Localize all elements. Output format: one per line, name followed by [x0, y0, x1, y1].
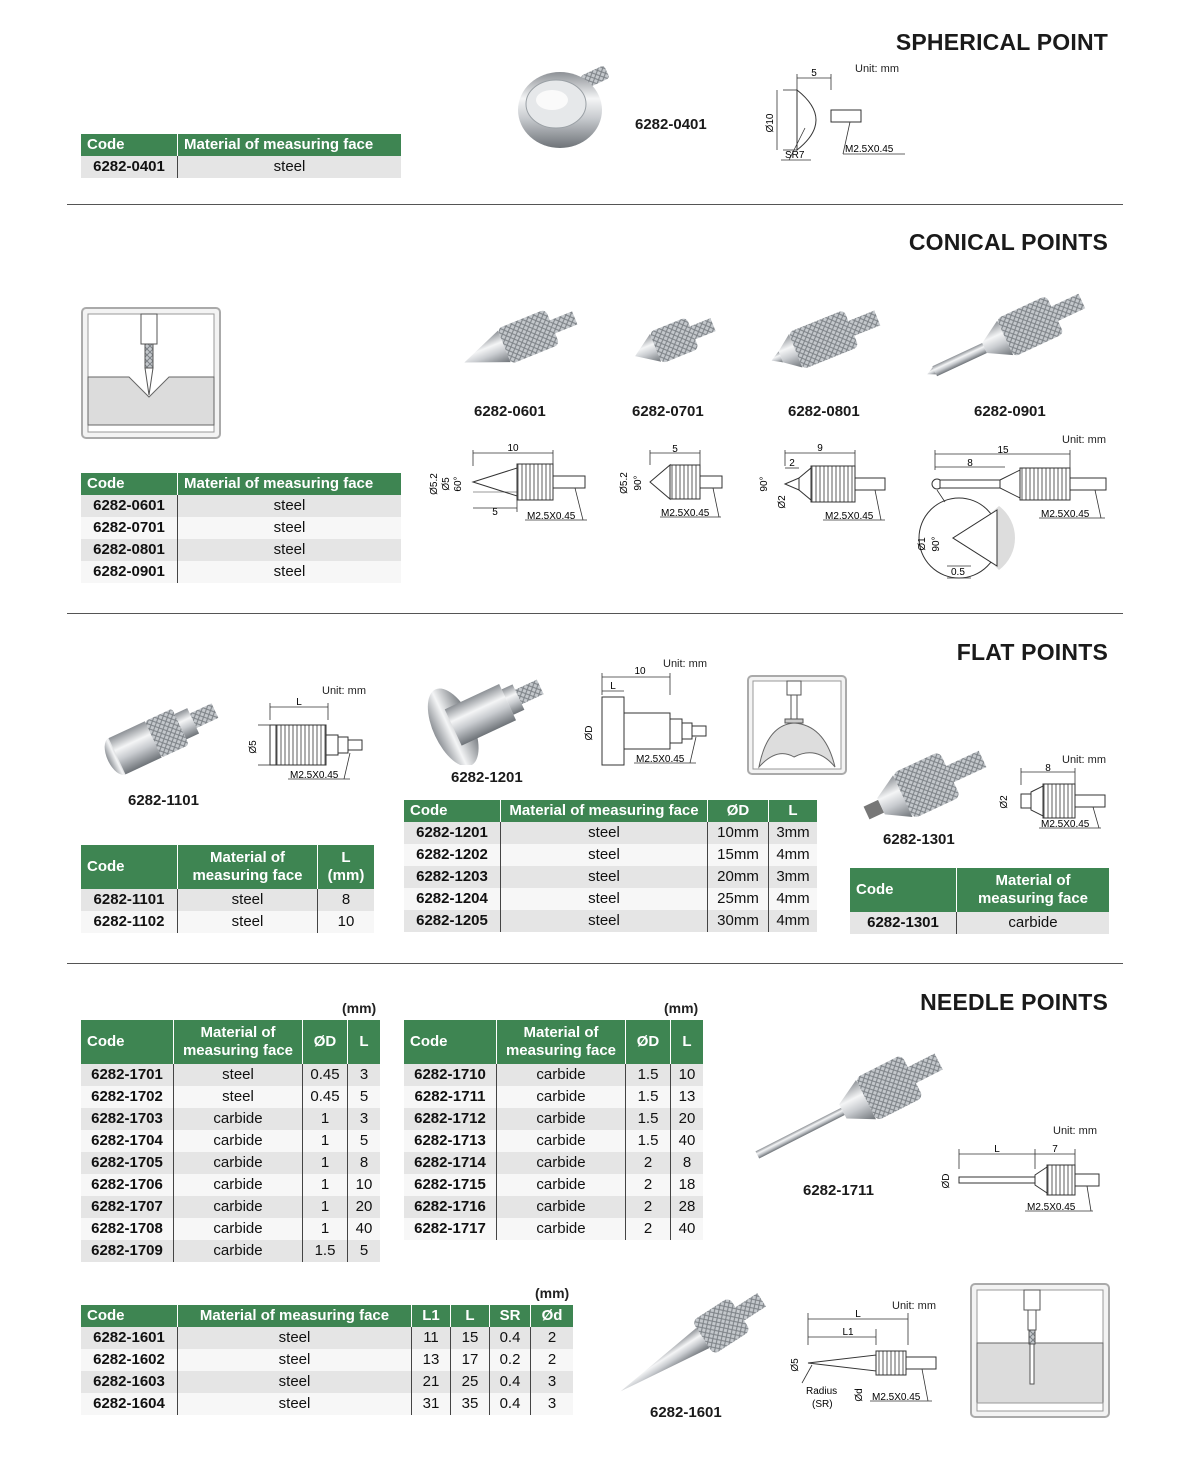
flat-photo-1101	[95, 685, 230, 780]
svg-text:Ø5: Ø5	[248, 740, 259, 754]
svg-text:M2.5X0.45: M2.5X0.45	[1027, 1202, 1076, 1213]
svg-text:7: 7	[1052, 1144, 1058, 1155]
table-row: 6282-1704 carbide 1 5	[81, 1130, 380, 1152]
table-flat-1101: Code Material of measuring face L (mm) 6282-1101 steel 8 6282-1102 steel 10	[81, 845, 374, 933]
svg-text:Ø1: Ø1	[917, 537, 928, 551]
svg-text:90°: 90°	[759, 476, 770, 492]
svg-text:M2.5X0.45: M2.5X0.45	[1041, 819, 1090, 830]
table-row: 6282-0901 steel	[81, 561, 401, 583]
svg-text:90°: 90°	[931, 536, 942, 552]
table-row: 6282-0801 steel	[81, 539, 401, 561]
svg-text:Ø5: Ø5	[441, 477, 452, 491]
conical-photo-0601	[455, 295, 585, 385]
spherical-point-photo	[510, 60, 620, 155]
table-row: 6282-1204 steel 25mm 4mm	[404, 888, 817, 910]
svg-text:0.5: 0.5	[951, 567, 965, 578]
svg-text:L1: L1	[842, 1327, 854, 1338]
svg-text:M2.5X0.45: M2.5X0.45	[527, 511, 576, 522]
table-row: 6282-1301 carbide	[850, 912, 1109, 934]
svg-text:M2.5X0.45: M2.5X0.45	[1041, 509, 1090, 520]
svg-text:M2.5X0.45: M2.5X0.45	[825, 511, 874, 522]
svg-text:9: 9	[817, 443, 823, 454]
svg-text:5: 5	[672, 445, 678, 455]
section-title-flat: FLAT POINTS	[956, 639, 1108, 665]
mm-label: (mm)	[664, 1000, 699, 1016]
section-title-spherical: SPHERICAL POINT	[895, 29, 1108, 55]
table-row: 6282-0401 steel	[81, 156, 401, 178]
conical-drawing-0601	[425, 440, 600, 530]
table-row: 6282-1707 carbide 1 20	[81, 1196, 380, 1218]
table-row: 6282-1703 carbide 1 3	[81, 1108, 380, 1130]
svg-text:2: 2	[789, 458, 795, 469]
table-row: 6282-1714 carbide 2 8	[404, 1152, 703, 1174]
spherical-point-drawing	[755, 68, 915, 168]
svg-text:90°: 90°	[633, 475, 644, 491]
table-row: 6282-1708 carbide 1 40	[81, 1218, 380, 1240]
unit-label: Unit: mm	[1053, 1125, 1097, 1137]
table-row: 6282-1202 steel 15mm 4mm	[404, 844, 817, 866]
divider	[67, 963, 1123, 964]
table-flat-1201: Code Material of measuring face ØD L 6282-1201 steel 10mm 3mm 6282-1202 steel 15mm 4mm 6282-1203 steel 20mm 3mm 6282-1204 steel 25mm 4mm 6282-1205 steel 30mm 4mm	[404, 800, 817, 932]
table-row: 6282-1709 carbide 1.5 5	[81, 1240, 380, 1262]
part-label-0701: 6282-0701	[632, 403, 704, 420]
part-label-0401: 6282-0401	[635, 116, 707, 133]
table-row: 6282-1715 carbide 2 18	[404, 1174, 703, 1196]
dim-d10: Ø10	[765, 113, 776, 133]
mm-label: (mm)	[342, 1000, 377, 1016]
table-row: 6282-1203 steel 20mm 3mm	[404, 866, 817, 888]
flat-drawing-1201	[580, 665, 720, 770]
needle-photo-1601	[605, 1285, 780, 1405]
part-label-0801: 6282-0801	[788, 403, 860, 420]
svg-text:8: 8	[967, 458, 973, 469]
svg-text:L: L	[855, 1309, 861, 1320]
dim-5: 5	[811, 68, 817, 79]
part-label-1711: 6282-1711	[803, 1182, 874, 1199]
needle-photo-1711	[745, 1040, 955, 1180]
table-row: 6282-1102 steel 10	[81, 911, 374, 933]
table-row: 6282-1101 steel 8	[81, 889, 374, 911]
svg-text:ØD: ØD	[941, 1173, 952, 1189]
table-row: 6282-0601 steel	[81, 495, 401, 517]
svg-text:Ø5: Ø5	[790, 1358, 801, 1372]
table-row: 6282-1710 carbide 1.5 10	[404, 1064, 703, 1086]
conical-drawing-0801	[755, 440, 905, 530]
table-row: 6282-1701 steel 0.45 3	[81, 1064, 380, 1086]
svg-text:L: L	[296, 697, 302, 708]
divider	[67, 613, 1123, 614]
conical-photo-0901	[915, 280, 1100, 395]
table-row: 6282-1604 steel 31 35 0.4 3	[81, 1393, 573, 1415]
svg-text:60°: 60°	[453, 476, 464, 492]
dim-thread: M2.5X0.45	[845, 144, 894, 155]
unit-label: Unit: mm	[322, 685, 366, 697]
svg-text:Ø5.2: Ø5.2	[619, 472, 630, 494]
table-conical: Code Material of measuring face 6282-0601 steel 6282-0701 steel 6282-0801 steel 6282-0901 steel	[81, 473, 401, 583]
svg-text:5: 5	[492, 507, 498, 518]
svg-text:Ød: Ød	[854, 1388, 865, 1402]
conical-usage-illustration	[81, 307, 221, 439]
unit-label: Unit: mm	[1062, 754, 1106, 766]
needle-drawing-1711	[935, 1135, 1110, 1220]
svg-text:8: 8	[1045, 763, 1051, 774]
table-row: 6282-1705 carbide 1 8	[81, 1152, 380, 1174]
table-row: 6282-1713 carbide 1.5 40	[404, 1130, 703, 1152]
part-label-1601: 6282-1601	[650, 1404, 722, 1421]
svg-text:Radius: Radius	[806, 1386, 838, 1397]
unit-label: Unit: mm	[855, 63, 899, 75]
divider	[67, 204, 1123, 205]
table-row: 6282-1716 carbide 2 28	[404, 1196, 703, 1218]
th-code: Code	[81, 134, 178, 156]
svg-text:M2.5X0.45: M2.5X0.45	[661, 508, 710, 519]
table-row: 6282-1702 steel 0.45 5	[81, 1086, 380, 1108]
needle-usage-illustration	[970, 1283, 1110, 1418]
part-label-0901: 6282-0901	[974, 403, 1046, 420]
th-material: Material of measuring face	[178, 134, 402, 156]
conical-photo-0801	[763, 295, 898, 380]
table-needle-b: Code Material of measuring face ØD L 6282-1710 carbide 1.5 10 6282-1711 carbide 1.5 13 6282-1712 carbide 1.5 20 6282-1713 carbide 1.5 40 6282-1714 carbide 2 8 6282-1715 carbide 2 18 6282-1716 carbide 2 28 6282-1717 carbide 2 40	[404, 1020, 703, 1240]
unit-label: Unit: mm	[892, 1300, 936, 1312]
flat-drawing-1101	[240, 695, 380, 790]
dim-sr7: SR7	[785, 150, 805, 161]
svg-text:Ø2: Ø2	[777, 495, 788, 509]
flat-photo-1301	[855, 730, 1015, 830]
part-label-1301: 6282-1301	[883, 831, 955, 848]
table-row: 6282-1601 steel 11 15 0.4 2	[81, 1327, 573, 1349]
section-title-conical: CONICAL POINTS	[908, 229, 1108, 255]
table-row: 6282-1711 carbide 1.5 13	[404, 1086, 703, 1108]
svg-text:(SR): (SR)	[812, 1399, 833, 1410]
table-row: 6282-1706 carbide 1 10	[81, 1174, 380, 1196]
unit-label: Unit: mm	[663, 658, 707, 670]
table-row: 6282-1712 carbide 1.5 20	[404, 1108, 703, 1130]
section-title-needle: NEEDLE POINTS	[920, 989, 1108, 1015]
table-row: 6282-1603 steel 21 25 0.4 3	[81, 1371, 573, 1393]
table-row: 6282-1717 carbide 2 40	[404, 1218, 703, 1240]
svg-text:M2.5X0.45: M2.5X0.45	[872, 1392, 921, 1403]
table-flat-1301: Code Material of measuring face 6282-1301 carbide	[850, 868, 1109, 934]
svg-text:L: L	[610, 681, 616, 692]
table-needle-c: Code Material of measuring face L1 L SR Ød 6282-1601 steel 11 15 0.4 2 6282-1602 steel 13 17 0.2 2 6282-1603 steel 21 25 0.4 3 6282-1604 steel 31 35 0.4 3	[81, 1305, 573, 1415]
table-row: 6282-1201 steel 10mm 3mm	[404, 822, 817, 844]
svg-text:Ø5.2: Ø5.2	[429, 473, 440, 495]
conical-photo-0701	[628, 305, 723, 375]
table-spherical	[81, 134, 401, 178]
svg-text:Ø2: Ø2	[999, 795, 1010, 809]
conical-drawing-0901	[905, 440, 1120, 580]
table-row: 6282-1602 steel 13 17 0.2 2	[81, 1349, 573, 1371]
svg-text:ØD: ØD	[584, 725, 595, 741]
table-row: 6282-0701 steel	[81, 517, 401, 539]
unit-label: Unit: mm	[1062, 434, 1106, 446]
svg-text:M2.5X0.45: M2.5X0.45	[636, 754, 685, 765]
svg-text:M2.5X0.45: M2.5X0.45	[290, 770, 339, 781]
part-label-1201: 6282-1201	[451, 769, 523, 786]
table-row: 6282-1205 steel 30mm 4mm	[404, 910, 817, 932]
table-needle-a: Code Material of measuring face ØD L 6282-1701 steel 0.45 3 6282-1702 steel 0.45 5 6282-1703 carbide 1 3 6282-1704 carbide 1 5 6282-1705 carbide 1 8 6282-1706 carbide 1 10 6282-1707 carbide 1 20 6282-1708 carbide 1 40 6282-1709 carbide 1.5 5	[81, 1020, 380, 1262]
part-label-1101: 6282-1101	[128, 792, 199, 809]
flat-drawing-1301	[995, 760, 1115, 840]
svg-text:10: 10	[634, 666, 646, 677]
svg-text:10: 10	[507, 443, 519, 454]
flat-photo-1201	[420, 650, 560, 765]
svg-text:L: L	[994, 1144, 1000, 1155]
part-label-0601: 6282-0601	[474, 403, 546, 420]
mm-label: (mm)	[535, 1285, 570, 1301]
flat-usage-illustration	[747, 675, 847, 775]
svg-text:15: 15	[997, 445, 1009, 456]
conical-drawing-0701	[615, 445, 730, 525]
needle-drawing-1601	[782, 1305, 952, 1415]
